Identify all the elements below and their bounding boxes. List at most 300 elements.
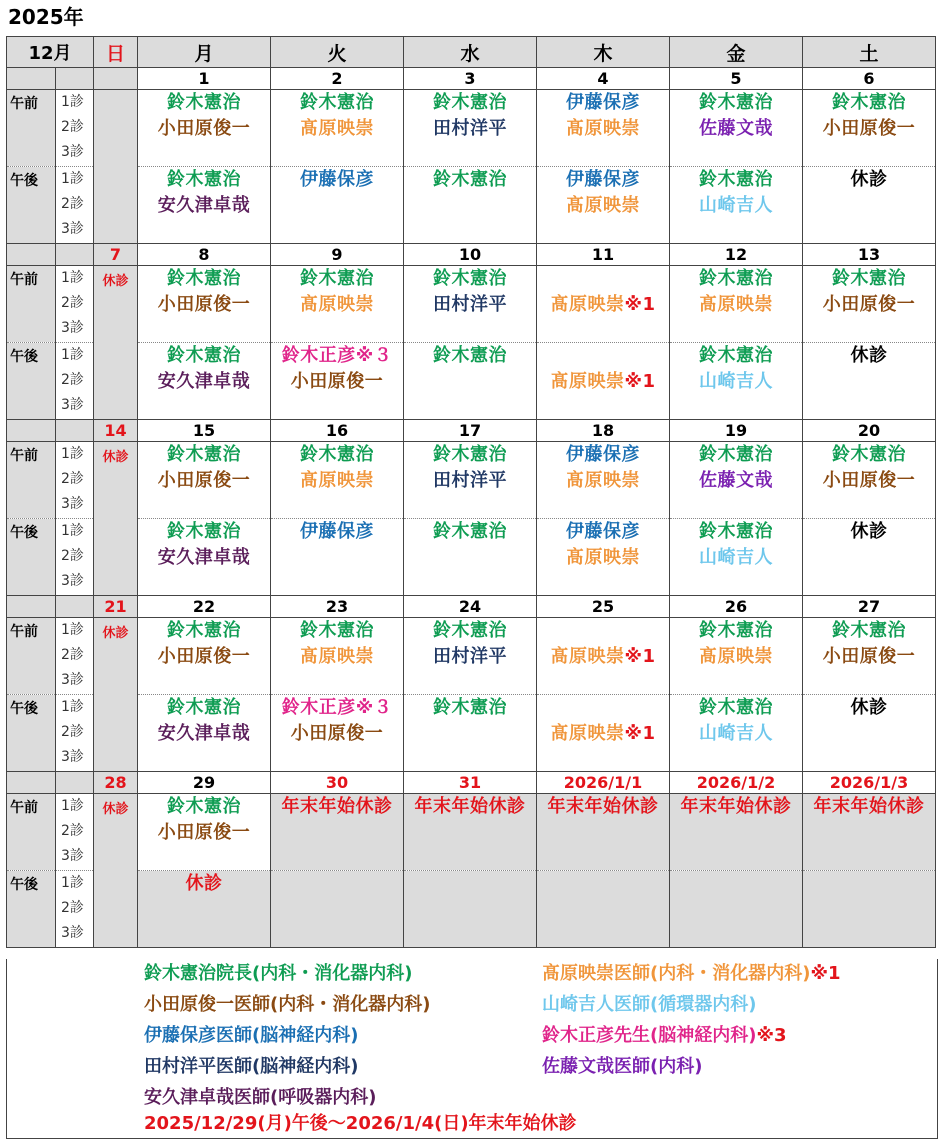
slot-label: 1診 [61,798,84,814]
doctor-line [271,618,403,644]
session-slots [56,871,94,948]
legend-item [542,1052,702,1082]
corner-cell [7,420,56,442]
date-cell: 9 [271,244,404,266]
closed-label: 休診 [102,274,129,289]
doctor-name: 佐藤文哉 [699,470,773,491]
closed-label: 休診 [102,626,129,641]
doctor-line [138,695,270,721]
doctor-name: 鈴木憲治 [699,444,773,465]
doctor-line [138,644,270,670]
doctor-line [271,167,403,193]
date-cell: 23 [271,596,404,618]
slot-label: 1診 [61,875,84,891]
legend [6,959,938,1139]
schedule-cell [670,618,803,695]
doctor-name: 鈴木憲治 [300,268,374,289]
legend-text: 伊藤保彦医師(脳神経内科) [144,1025,359,1046]
doctor-name: 鈴木憲治 [699,345,773,366]
schedule-cell [404,519,537,596]
doctor-line [271,721,403,747]
schedule-cell [404,871,537,948]
doctor-line [404,695,536,721]
schedule-cell [803,266,936,343]
slot-label: 2診 [61,724,84,740]
schedule-cell [271,343,404,420]
doctor-line [537,468,669,494]
doctor-line [670,468,802,494]
schedule-cell [271,695,404,772]
legend-item [144,1109,577,1139]
doctor-name: 山崎吉人 [699,547,773,568]
doctor-name: 鈴木憲治 [699,92,773,113]
doctor-name: 鈴木憲治 [699,697,773,718]
corner-cell [56,68,94,90]
schedule-cell [803,90,936,167]
slot-label: 2診 [61,196,84,212]
schedule-cell [537,90,670,167]
doctor-line [670,794,802,820]
doctor-name: 小田原俊一 [822,118,916,139]
doctor-line [138,167,270,193]
doctor-line [138,116,270,142]
doctor-name: 髙原映崇 [550,723,625,744]
slot-label: 2診 [61,295,84,311]
am-label: 午前 [7,266,56,343]
doctor-name: 鈴木憲治 [832,268,906,289]
doctor-line [670,292,802,318]
doctor-line [537,695,669,721]
doctor-line [803,618,935,644]
doctor-name: 休診 [850,521,888,542]
closed-label: 休診 [102,450,129,465]
doctor-name: 鈴木憲治 [167,444,241,465]
doctor-line [670,695,802,721]
note-mark: ※1 [624,723,656,744]
slot-label: 2診 [61,548,84,564]
page-title: 2025年 [8,5,84,29]
doctor-name: 小田原俊一 [157,646,251,667]
date-cell: 16 [271,420,404,442]
doctor-name: 髙原映崇 [566,470,640,491]
schedule-cell [670,442,803,519]
legend-text: 佐藤文哉医師(内科) [542,1056,703,1077]
date-cell: 10 [404,244,537,266]
schedule-cell [404,618,537,695]
schedule-cell [138,871,271,948]
doctor-line [404,116,536,142]
slot-label: 2診 [61,823,84,839]
corner-cell [7,68,56,90]
doctor-name: 休診 [185,873,223,894]
doctor-name: 安久津卓哉 [157,723,251,744]
legend-text: 田村洋平医師(脳神経内科) [144,1056,359,1077]
doctor-name: 鈴木憲治 [167,268,241,289]
weekday-header-sat: 土 [803,37,936,68]
schedule-cell [537,618,670,695]
corner-cell [7,772,56,794]
doctor-line [803,292,935,318]
schedule-cell [670,519,803,596]
doctor-line [404,292,536,318]
doctor-line [670,618,802,644]
legend-text: 髙原映崇医師(内科・消化器内科) [542,963,811,984]
legend-item [542,990,756,1020]
slot-label: 1診 [61,270,84,286]
doctor-name: 髙原映崇 [566,118,640,139]
doctor-line [670,266,802,292]
schedule-cell [537,695,670,772]
doctor-line [537,292,669,318]
date-row [7,68,936,90]
doctor-name: 鈴木正彦 [281,345,356,366]
slot-label: 2診 [61,471,84,487]
doctor-line [138,369,270,395]
schedule-cell [404,167,537,244]
doctor-name: 鈴木憲治 [433,697,507,718]
legend-item [542,959,840,989]
doctor-name: 小田原俊一 [157,118,251,139]
schedule-cell [138,343,271,420]
am-label: 午前 [7,90,56,167]
doctor-name: 年末年始休診 [414,796,526,817]
doctor-line [271,519,403,545]
session-slots [56,266,94,343]
legend-item [542,1021,786,1051]
doctor-name: 鈴木憲治 [167,169,241,190]
date-cell: 17 [404,420,537,442]
session-slots [56,343,94,420]
doctor-line [537,545,669,571]
sunday-date: 28 [94,772,138,794]
doctor-line [404,266,536,292]
slot-label: 2診 [61,119,84,135]
sunday-date: 14 [94,420,138,442]
am-label: 午前 [7,618,56,695]
doctor-line [670,343,802,369]
doctor-name: 鈴木正彦 [281,697,356,718]
doctor-line [138,721,270,747]
date-cell: 5 [670,68,803,90]
pm-label: 午後 [7,695,56,772]
doctor-line [670,644,802,670]
doctor-line [138,193,270,219]
date-cell: 25 [537,596,670,618]
doctor-line [537,442,669,468]
doctor-name: 安久津卓哉 [157,195,251,216]
date-cell: 3 [404,68,537,90]
legend-item [144,959,412,989]
doctor-line [670,369,802,395]
session-slots [56,167,94,244]
doctor-name: 休診 [850,697,888,718]
doctor-name: 鈴木憲治 [167,697,241,718]
schedule-cell [271,442,404,519]
doctor-name: 伊藤保彦 [566,169,640,190]
doctor-name: 髙原映崇 [550,646,625,667]
doctor-line [537,721,669,747]
slot-label: 3診 [61,573,84,589]
am-row [7,90,936,167]
doctor-line [271,468,403,494]
doctor-line [803,266,935,292]
doctor-line [803,644,935,670]
date-cell: 4 [537,68,670,90]
schedule-cell [537,519,670,596]
date-cell: 2026/1/3 [803,772,936,794]
doctor-line [537,193,669,219]
pm-label: 午後 [7,871,56,948]
schedule-cell [138,794,271,871]
schedule-cell [803,343,936,420]
doctor-line [537,90,669,116]
legend-text: 安久津卓哉医師(呼吸器内科) [144,1087,377,1108]
doctor-line [404,442,536,468]
doctor-line [803,343,935,369]
doctor-line [670,90,802,116]
doctor-name: 伊藤保彦 [566,521,640,542]
schedule-cell [404,442,537,519]
doctor-line [537,794,669,820]
legend-text: 鈴木正彦先生(脳神経内科) [542,1025,757,1046]
doctor-line [271,442,403,468]
doctor-name: 髙原映崇 [699,646,773,667]
doctor-line [271,116,403,142]
doctor-name: 田村洋平 [433,118,507,139]
session-slots [56,442,94,519]
legend-text: 小田原俊一医師(内科・消化器内科) [144,994,431,1015]
schedule-cell [271,794,404,871]
doctor-line [537,343,669,369]
doctor-line [138,519,270,545]
legend-item [144,990,430,1020]
date-cell: 29 [138,772,271,794]
schedule-cell [670,90,803,167]
doctor-line [271,343,403,369]
schedule-cell [271,266,404,343]
doctor-name: 鈴木憲治 [167,92,241,113]
doctor-line [803,794,935,820]
legend-mark: ※3 [756,1025,787,1046]
doctor-name: 鈴木憲治 [300,620,374,641]
schedule-cell [271,618,404,695]
doctor-line [138,820,270,846]
doctor-line [138,871,270,897]
doctor-name: 山崎吉人 [699,723,773,744]
doctor-name: 小田原俊一 [157,294,251,315]
note-mark: ※３ [355,697,393,718]
doctor-line [138,90,270,116]
slot-label: 1診 [61,94,84,110]
doctor-name: 鈴木憲治 [699,521,773,542]
doctor-name: 伊藤保彦 [566,92,640,113]
doctor-line [803,695,935,721]
sunday-date: 7 [94,244,138,266]
schedule-cell [271,90,404,167]
doctor-line [404,167,536,193]
date-cell: 1 [138,68,271,90]
doctor-name: 髙原映崇 [300,294,374,315]
doctor-name: 鈴木憲治 [433,444,507,465]
date-row [7,244,936,266]
corner-cell [7,244,56,266]
doctor-line [537,644,669,670]
sunday-cell [94,266,138,420]
date-cell: 6 [803,68,936,90]
am-row [7,618,936,695]
schedule-cell [670,794,803,871]
doctor-line [670,193,802,219]
schedule-cell [803,519,936,596]
month-header: 12月 [7,37,94,68]
doctor-name: 小田原俊一 [290,723,384,744]
slot-label: 1診 [61,446,84,462]
doctor-name: 年末年始休診 [680,796,792,817]
doctor-line [537,369,669,395]
doctor-name: 髙原映崇 [550,371,625,392]
doctor-name: 山崎吉人 [699,371,773,392]
pm-label: 午後 [7,519,56,596]
doctor-name: 鈴木憲治 [433,169,507,190]
legend-item [144,1052,358,1082]
session-slots [56,618,94,695]
schedule-cell [138,90,271,167]
doctor-name: 鈴木憲治 [167,345,241,366]
doctor-line [537,618,669,644]
schedule-cell [803,871,936,948]
doctor-line [803,116,935,142]
doctor-name: 伊藤保彦 [300,169,374,190]
doctor-name: 鈴木憲治 [699,620,773,641]
corner-cell [56,772,94,794]
session-slots [56,695,94,772]
schedule-cell [670,266,803,343]
date-cell: 11 [537,244,670,266]
pm-row [7,167,936,244]
legend-text: 鈴木憲治院長(内科・消化器内科) [144,963,413,984]
doctor-line [670,116,802,142]
schedule-cell [670,343,803,420]
am-label: 午前 [7,794,56,871]
date-cell: 2026/1/2 [670,772,803,794]
corner-cell [56,244,94,266]
schedule-cell [138,266,271,343]
doctor-line [537,266,669,292]
doctor-line [670,721,802,747]
doctor-name: 鈴木憲治 [167,796,241,817]
doctor-name: 髙原映崇 [566,547,640,568]
doctor-line [803,519,935,545]
doctor-name: 年末年始休診 [813,796,925,817]
doctor-name: 鈴木憲治 [167,620,241,641]
session-slots [56,519,94,596]
date-cell: 24 [404,596,537,618]
schedule-cell [271,167,404,244]
sunday-cell [94,442,138,596]
doctor-line [138,545,270,571]
doctor-name: 鈴木憲治 [433,92,507,113]
am-row [7,266,936,343]
doctor-name: 鈴木憲治 [699,169,773,190]
note-mark: ※1 [624,294,656,315]
legend-item [144,1021,358,1051]
pm-row [7,871,936,948]
schedule-cell [138,618,271,695]
doctor-name: 年末年始休診 [281,796,393,817]
doctor-name: 山崎吉人 [699,195,773,216]
doctor-line [271,90,403,116]
doctor-line [404,90,536,116]
weekday-header-thu: 木 [537,37,670,68]
corner-cell [56,420,94,442]
doctor-line [537,167,669,193]
date-cell: 2 [271,68,404,90]
schedule-cell [537,794,670,871]
legend-text: 山崎吉人医師(循環器内科) [542,994,757,1015]
slot-label: 1診 [61,347,84,363]
schedule-cell [803,167,936,244]
doctor-line [271,292,403,318]
schedule-cell [537,343,670,420]
date-cell: 13 [803,244,936,266]
pm-label: 午後 [7,167,56,244]
doctor-name: 伊藤保彦 [300,521,374,542]
schedule-cell [803,794,936,871]
doctor-line [404,794,536,820]
date-cell: 19 [670,420,803,442]
doctor-name: 鈴木憲治 [699,268,773,289]
doctor-name: 小田原俊一 [822,470,916,491]
schedule-cell [138,167,271,244]
sunday-cell [94,90,138,244]
date-row [7,596,936,618]
doctor-line [404,644,536,670]
doctor-name: 鈴木憲治 [832,444,906,465]
slot-label: 3診 [61,925,84,941]
schedule-cell [271,519,404,596]
doctor-line [138,794,270,820]
am-row [7,794,936,871]
schedule-cell [537,167,670,244]
doctor-name: 髙原映崇 [300,470,374,491]
date-cell: 12 [670,244,803,266]
doctor-line [138,266,270,292]
doctor-line [803,468,935,494]
doctor-line [537,116,669,142]
slot-label: 1診 [61,523,84,539]
date-cell: 26 [670,596,803,618]
slot-label: 3診 [61,496,84,512]
doctor-line [138,292,270,318]
schedule-cell [537,871,670,948]
doctor-name: 小田原俊一 [822,294,916,315]
weekday-header-wed: 水 [404,37,537,68]
schedule-cell [670,167,803,244]
doctor-name: 鈴木憲治 [832,620,906,641]
slot-label: 3診 [61,397,84,413]
doctor-name: 鈴木憲治 [832,92,906,113]
slot-label: 1診 [61,171,84,187]
schedule-cell [537,442,670,519]
doctor-line [404,468,536,494]
date-cell: 8 [138,244,271,266]
schedule-cell [404,695,537,772]
schedule-cell [803,618,936,695]
doctor-line [138,343,270,369]
doctor-name: 田村洋平 [433,294,507,315]
date-cell: 22 [138,596,271,618]
doctor-line [138,442,270,468]
